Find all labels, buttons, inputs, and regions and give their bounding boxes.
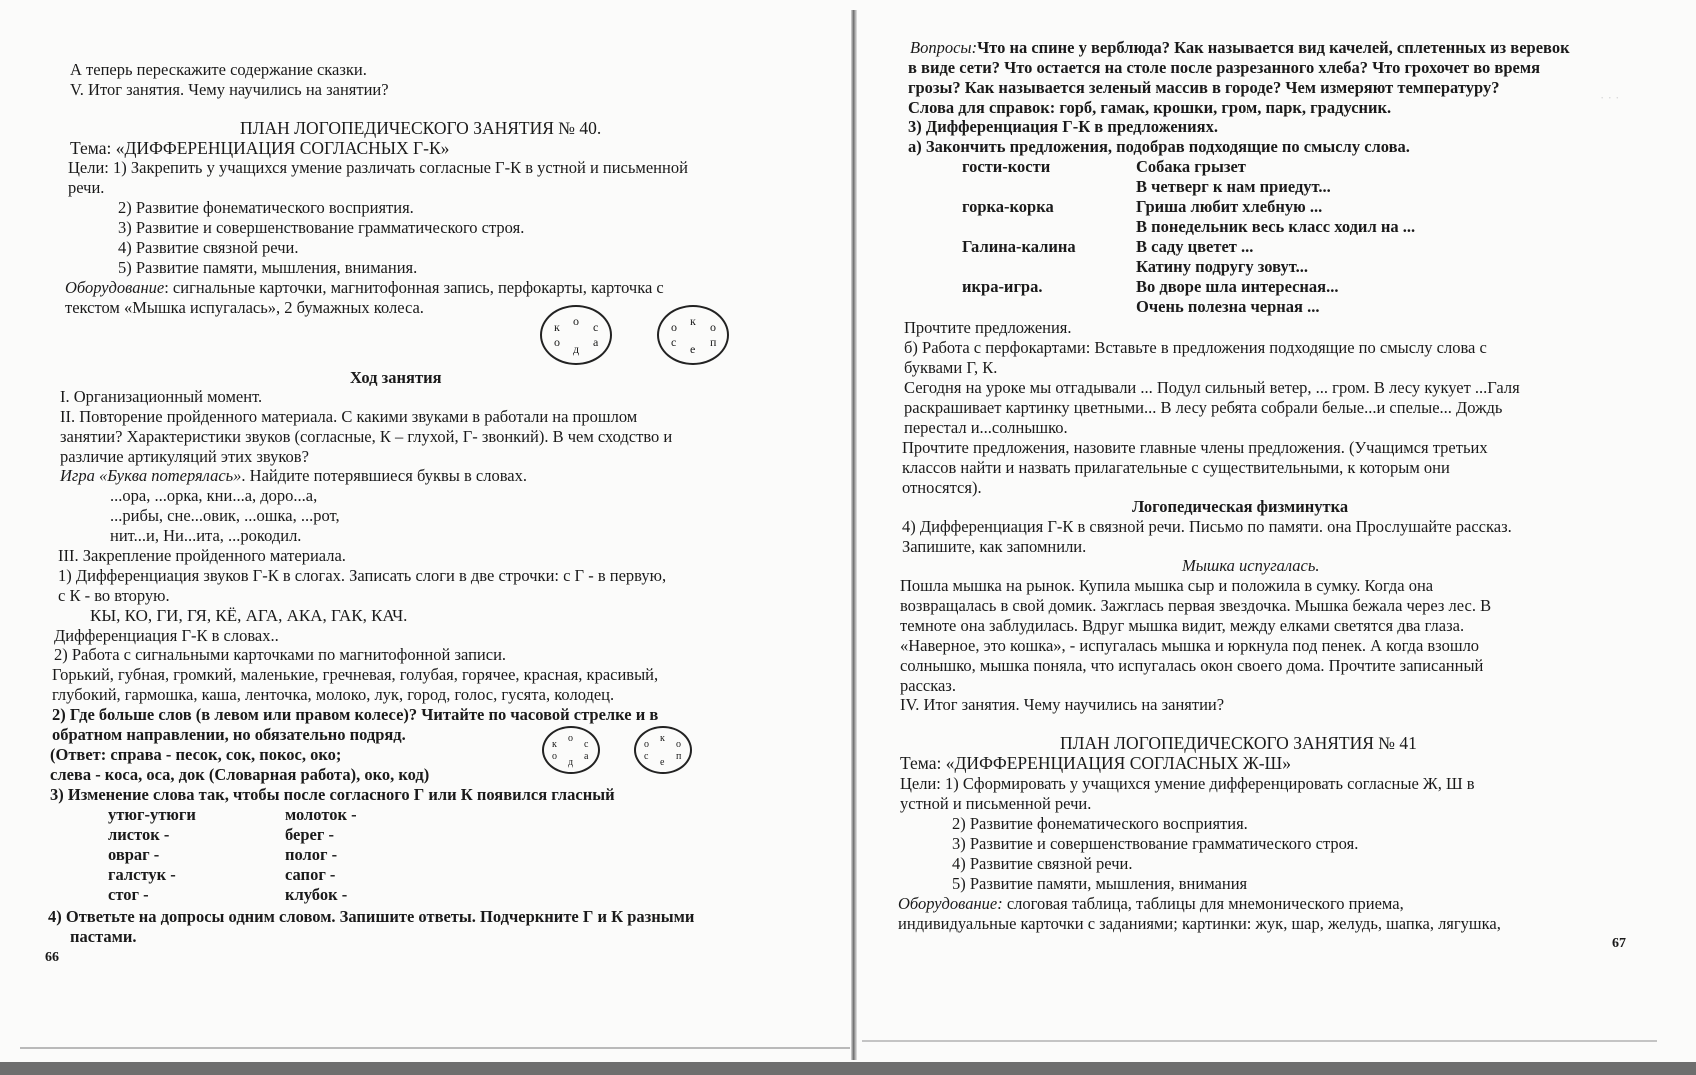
questions bbox=[910, 38, 1570, 59]
stage-2-line: занятии? Характеристики звуков (согласные, К – глухой, Г- звонкий). В чем сходство и bbox=[60, 427, 673, 446]
equipment bbox=[65, 278, 664, 299]
read-name-line: Прочтите предложения, назовите главные члены предложения. (Учащимся третьих bbox=[902, 438, 1488, 457]
letter-wheel-small-right bbox=[634, 726, 692, 774]
wheel-letter: о bbox=[671, 320, 677, 334]
pair-sentence: Гриша любит хлебную ... bbox=[1136, 197, 1323, 216]
pair-sentence: Во дворе шла интересная... bbox=[1136, 277, 1339, 296]
task-4-line: пастами. bbox=[70, 927, 137, 946]
stage-4: IV. Итог занятия. Чему научились на занятии? bbox=[900, 695, 1225, 714]
book-spine bbox=[851, 10, 857, 1060]
wheel-letter: к bbox=[552, 739, 557, 750]
task-3: 3) Дифференциация Г-К в предложениях. bbox=[908, 117, 1218, 136]
letter-wheel-right bbox=[657, 305, 729, 365]
change-word: овраг - bbox=[108, 845, 160, 864]
wheel-letter: д bbox=[568, 757, 574, 768]
stage-2-line: II. Повторение пройденного материала. С какими звуками в работали на прошлом bbox=[60, 407, 638, 426]
pair-sentence: Катину подругу зовут... bbox=[1136, 257, 1308, 276]
page-edge-left bbox=[20, 1047, 850, 1049]
wheel-letter: о bbox=[676, 739, 681, 750]
change-word: полог - bbox=[285, 845, 338, 864]
story-line: солнышко, мышка поняла, что испугалась окон своего дома. Прочтите записанный bbox=[900, 656, 1484, 675]
theme: Тема: «ДИФФЕРЕНЦИАЦИЯ СОГЛАСНЫХ Ж-Ш» bbox=[900, 753, 1291, 773]
pair-sentence: Собака грызет bbox=[1136, 157, 1246, 176]
wheel-letter: о bbox=[644, 739, 649, 750]
goal-line: 3) Развитие и совершенствование грамматического строя. bbox=[118, 218, 525, 237]
goal-line: речи. bbox=[68, 178, 105, 197]
task-2b-line: 2) Где больше слов (в левом или правом колесе)? Читайте по часовой стрелке и в bbox=[52, 705, 659, 724]
story-line: рассказ. bbox=[900, 676, 956, 695]
equipment-text-2: текстом «Мышка испугалась», 2 бумажных колеса. bbox=[65, 298, 424, 317]
word-pair: гости-кости bbox=[962, 157, 1051, 176]
bleed-through: · · · bbox=[1600, 90, 1620, 105]
goal-line: 4) Развитие связной речи. bbox=[118, 238, 299, 257]
page-number: 66 bbox=[45, 950, 59, 965]
pair-sentence: В саду цветет ... bbox=[1136, 237, 1254, 256]
task-3a: а) Закончить предложения, подобрав подходящие по смыслу слова. bbox=[908, 137, 1410, 156]
plan-title: ПЛАН ЛОГОПЕДИЧЕСКОГО ЗАНЯТИЯ № 40. bbox=[240, 118, 602, 138]
word-pair: икра-игра. bbox=[962, 277, 1043, 296]
story-line: темноте она заблудилась. Вдруг мышка видит, между елками светятся два глаза. bbox=[900, 616, 1465, 635]
change-word: утюг-утюги bbox=[108, 805, 196, 824]
game-words: ...рибы, сне...овик, ...ошка, ...рот, bbox=[110, 506, 340, 525]
story-line: «Наверное, это кошка», - испугалась мышка и юркнула под пенек. А когда взошло bbox=[900, 636, 1480, 655]
read-name-line: относятся). bbox=[902, 478, 982, 497]
intro-line: V. Итог занятия. Чему научились на занятии? bbox=[70, 80, 389, 99]
task-2b-line: обратном направлении, но обязательно подряд. bbox=[52, 725, 406, 744]
task-b-line: б) Работа с перфокартами: Вставьте в предложения подходящие по смыслу слова с bbox=[904, 338, 1487, 357]
wheel-letter: к bbox=[690, 314, 696, 328]
stage-3: III. Закрепление пройденного материала. bbox=[58, 546, 346, 565]
wheel-letter: о bbox=[573, 314, 579, 328]
theme: Тема: «ДИФФЕРЕНЦИАЦИЯ СОГЛАСНЫХ Г-К» bbox=[70, 138, 450, 158]
task-b-line: буквами Г, К. bbox=[904, 358, 998, 377]
task-2-words: Горький, губная, громкий, маленькие, гречневая, голубая, горячее, красная, красивый, bbox=[52, 665, 659, 684]
wheel-letter: о bbox=[568, 733, 573, 744]
wheel-letter: о bbox=[552, 751, 557, 762]
goal-line: 5) Развитие памяти, мышления, внимания bbox=[952, 874, 1248, 893]
wheel-letter: а bbox=[584, 751, 589, 762]
wheel-letter: к bbox=[554, 320, 560, 334]
wheel-letter: д bbox=[573, 342, 580, 356]
game-words: ...ора, ...орка, кни...а, доро...а, bbox=[110, 486, 318, 505]
task-4-line: 4) Ответьте на допросы одним словом. Запишите ответы. Подчеркните Г и К разными bbox=[48, 907, 695, 926]
questions-line: в виде сети? Что остается на столе после разрезанного хлеба? Что грохочет во время bbox=[908, 58, 1541, 77]
word-pair: Галина-калина bbox=[962, 237, 1076, 256]
story-line: возвращалась в свой домик. Зажглась первая звездочка. Мышка бежала через лес. В bbox=[900, 596, 1492, 615]
pair-sentence: В четверг к нам приедут... bbox=[1136, 177, 1331, 196]
wheel-letter: е bbox=[690, 342, 696, 356]
goal-line: 3) Развитие и совершенствование грамматического строя. bbox=[952, 834, 1359, 853]
equipment bbox=[898, 894, 1404, 915]
change-word: молоток - bbox=[285, 805, 357, 824]
wheel-letter: п bbox=[710, 335, 717, 349]
wheel-letter: а bbox=[593, 335, 599, 349]
task-2b-line: (Ответ: справа - песок, сок, покос, око; bbox=[50, 745, 342, 764]
equipment-label: Оборудование bbox=[65, 278, 165, 297]
equipment-label: Оборудование: bbox=[898, 894, 1003, 913]
questions-label: Вопросы: bbox=[910, 38, 978, 57]
wheel-letter: о bbox=[554, 335, 560, 349]
change-word: берег - bbox=[285, 825, 334, 844]
reference-words: Слова для справок: горб, гамак, крошки, гром, парк, градусник. bbox=[908, 98, 1392, 117]
task-b-text: раскрашивает картинку цветными... В лесу ребята собрали белые...и спелые... Дождь bbox=[904, 398, 1503, 417]
plan-title: ПЛАН ЛОГОПЕДИЧЕСКОГО ЗАНЯТИЯ № 41 bbox=[1060, 733, 1417, 753]
change-word: галстук - bbox=[108, 865, 176, 884]
task-2: 2) Работа с сигнальными карточками по магнитофонной записи. bbox=[54, 645, 507, 664]
wheel-letter: с bbox=[593, 320, 599, 334]
task-b-text: Сегодня на уроке мы отгадывали ... Подул сильный ветер, ... гром. В лесу кукует ...Галя bbox=[904, 378, 1520, 397]
goal-line: устной и письменной речи. bbox=[900, 794, 1092, 813]
task-2-words: глубокий, гармошка, каша, ленточка, молоко, лук, город, голос, гусята, колодец. bbox=[52, 685, 615, 704]
game-words: нит...и, Ни...ита, ...рокодил. bbox=[110, 526, 302, 545]
story-line: Пошла мышка на рынок. Купила мышка сыр и положила в сумку. Когда она bbox=[900, 576, 1434, 595]
task-4-line: Запишите, как запомнили. bbox=[902, 537, 1087, 556]
wheel-letter: о bbox=[710, 320, 716, 334]
change-word: клубок - bbox=[285, 885, 348, 904]
game-label: Игра «Буква потерялась» bbox=[60, 466, 242, 485]
equipment-text-2: индивидуальные карточки с заданиями; картинки: жук, шар, желудь, шапка, лягушка, bbox=[898, 914, 1501, 933]
task-2b-line: слева - коса, оса, док (Словарная работа), око, код) bbox=[50, 765, 430, 784]
read-name-line: классов найти и назвать прилагательные с существительными, к которым они bbox=[902, 458, 1450, 477]
goal-line: 2) Развитие фонематического восприятия. bbox=[118, 198, 414, 217]
wheel-letter: с bbox=[644, 751, 649, 762]
goal-line: Цели: 1) Закрепить у учащихся умение различать согласные Г-К в устной и письменной bbox=[68, 158, 688, 177]
wheel-letter: с bbox=[671, 335, 677, 349]
words-diff: Дифференциация Г-К в словах.. bbox=[54, 626, 279, 645]
page-number: 67 bbox=[1612, 936, 1626, 951]
wheel-letter: с bbox=[584, 739, 589, 750]
task-b-text: перестал и...солнышко. bbox=[904, 418, 1068, 437]
letter-wheel-small-left bbox=[542, 726, 600, 774]
game-text: . Найдите потерявшиеся буквы в словах. bbox=[241, 466, 527, 485]
pair-sentence: В понедельник весь класс ходил на ... bbox=[1136, 217, 1416, 236]
page-edge-right bbox=[862, 1040, 1657, 1042]
wheel-letter: п bbox=[676, 751, 682, 762]
wheel-letter: е bbox=[660, 757, 665, 768]
change-word: сапог - bbox=[285, 865, 336, 884]
read-sentences: Прочтите предложения. bbox=[904, 318, 1072, 337]
game bbox=[60, 466, 527, 487]
goal-line: 4) Развитие связной речи. bbox=[952, 854, 1133, 873]
change-word: листок - bbox=[108, 825, 170, 844]
word-pair: горка-корка bbox=[962, 197, 1054, 216]
stage-1: I. Организационный момент. bbox=[60, 387, 263, 406]
goal-line: 2) Развитие фонематического восприятия. bbox=[952, 814, 1248, 833]
goal-line: Цели: 1) Сформировать у учащихся умение дифференцировать согласные Ж, Ш в bbox=[900, 774, 1475, 793]
task-1-line: 1) Дифференциация звуков Г-К в слогах. Записать слоги в две строчки: с Г - в первую, bbox=[58, 566, 667, 585]
wheel-letter: к bbox=[660, 733, 665, 744]
task-3: 3) Изменение слова так, чтобы после согласного Г или К появился гласный bbox=[50, 785, 615, 804]
equipment-text: : сигнальные карточки, магнитофонная запись, перфокарты, карточка с bbox=[164, 278, 664, 297]
questions-line: грозы? Как называется зеленый массив в городе? Чем измеряют температуру? bbox=[908, 78, 1500, 97]
questions-text: Что на спине у верблюда? Как называется вид качелей, сплетенных из веревок bbox=[977, 38, 1570, 57]
task-4-line: 4) Дифференциация Г-К в связной речи. Письмо по памяти. она Прослушайте рассказ. bbox=[902, 517, 1512, 536]
task-1-line: с К - во вторую. bbox=[58, 586, 170, 605]
scanner-edge bbox=[0, 1062, 1696, 1075]
story-title: Мышка испугалась. bbox=[1182, 556, 1320, 575]
equipment-text: слоговая таблица, таблицы для мнемонического приема, bbox=[1002, 894, 1404, 913]
fizminutka-title: Логопедическая физминутка bbox=[1132, 497, 1349, 516]
stage-2-line: различие артикуляций этих звуков? bbox=[60, 447, 309, 466]
syllables: КЫ, КО, ГИ, ГЯ, КЁ, АГА, АКА, ГАК, КАЧ. bbox=[90, 606, 408, 625]
change-word: стог - bbox=[108, 885, 149, 904]
pair-sentence: Очень полезна черная ... bbox=[1136, 297, 1320, 316]
progress-title: Ход занятия bbox=[350, 368, 442, 387]
goal-line: 5) Развитие памяти, мышления, внимания. bbox=[118, 258, 418, 277]
intro-line: А теперь перескажите содержание сказки. bbox=[70, 60, 367, 79]
letter-wheel-left bbox=[540, 305, 612, 365]
